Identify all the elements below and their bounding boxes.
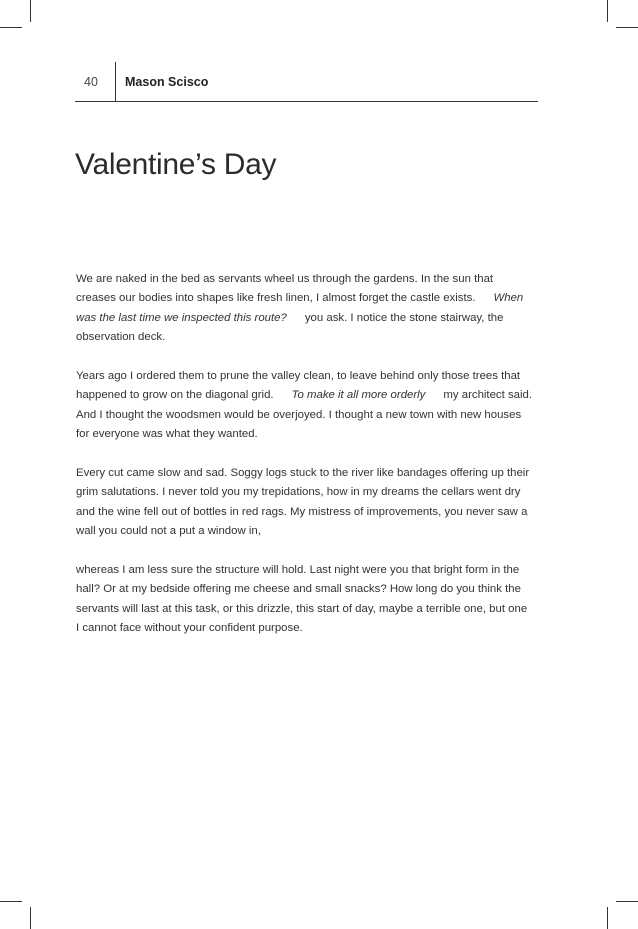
page-number: 40 <box>84 75 98 89</box>
text-segment: We are naked in the bed as servants wheel us through the gardens. In the sun that <box>76 273 494 285</box>
text-line <box>76 561 546 580</box>
text-segment: grim salutations. I never told you my trepidations, how in my dreams the cellars went dry <box>76 486 521 499</box>
crop-mark <box>616 901 638 902</box>
text-segment: wall you could not a put a window in, <box>76 525 261 538</box>
text-line <box>76 464 546 483</box>
crop-mark <box>616 27 638 28</box>
text-segment: Years ago I ordered them to prune the valley clean, to leave behind only those trees that <box>76 370 521 383</box>
text-line <box>76 522 546 541</box>
text-segment: observation deck. <box>76 331 166 344</box>
running-header <box>75 62 538 102</box>
header-rule <box>75 101 538 102</box>
text-line <box>76 289 546 308</box>
text-segment: And I thought the woodsmen would be overjoyed. I thought a new town with new houses <box>76 408 522 421</box>
text-segment: and the wine fell out of bottles in red rags. My mistress of improvements, you never saw a <box>76 505 528 518</box>
text-segment: hall? Or at my bedside offering me cheese and small snacks? How long do you think the <box>76 583 521 596</box>
text-segment: creases our bodies into shapes like fresh linen, I almost forget the castle exists. <box>76 292 476 305</box>
text-line <box>76 309 546 328</box>
crop-mark <box>0 27 22 28</box>
paragraph <box>76 270 546 348</box>
paragraph <box>76 367 546 445</box>
text-line <box>76 386 546 405</box>
text-line <box>76 270 546 289</box>
text-line <box>76 483 546 502</box>
italic-speech: When <box>493 292 524 305</box>
text-line <box>76 619 546 638</box>
text-segment: servants will last at this task, or this drizzle, this start of day, maybe a terrible one, but one <box>76 602 528 615</box>
text-line <box>76 328 546 347</box>
text-segment: you ask. I notice the stone stairway, the <box>304 311 504 324</box>
text-line <box>76 600 546 619</box>
text-line <box>76 503 546 522</box>
text-segment: Every cut came slow and sad. Soggy logs stuck to the river like bandages offering up their <box>76 467 530 480</box>
text-line <box>76 425 546 444</box>
text-segment: happened to grow on the diagonal grid. <box>76 389 274 402</box>
crop-mark <box>607 907 608 929</box>
text-segment: for everyone was what they wanted. <box>76 428 258 441</box>
italic-speech: To make it all more orderly <box>291 389 426 402</box>
crop-mark <box>0 901 22 902</box>
crop-mark <box>30 0 31 22</box>
header-divider <box>115 62 116 102</box>
text-line <box>76 580 546 599</box>
author-name: Mason Scisco <box>125 75 209 89</box>
italic-speech: was the last time we inspected this route? <box>76 311 287 324</box>
text-line <box>76 406 546 425</box>
crop-mark <box>607 0 608 22</box>
paragraph <box>76 561 546 639</box>
text-line <box>76 367 546 386</box>
paragraph <box>76 464 546 542</box>
poem-body <box>76 270 546 658</box>
text-segment: I cannot face without your confident purpose. <box>76 622 303 635</box>
text-segment: whereas I am less sure the structure will hold. Last night were you that bright form in the <box>76 564 520 577</box>
crop-mark <box>30 907 31 929</box>
text-segment: my architect said. <box>443 389 533 402</box>
poem-title: Valentine’s Day <box>75 148 277 181</box>
